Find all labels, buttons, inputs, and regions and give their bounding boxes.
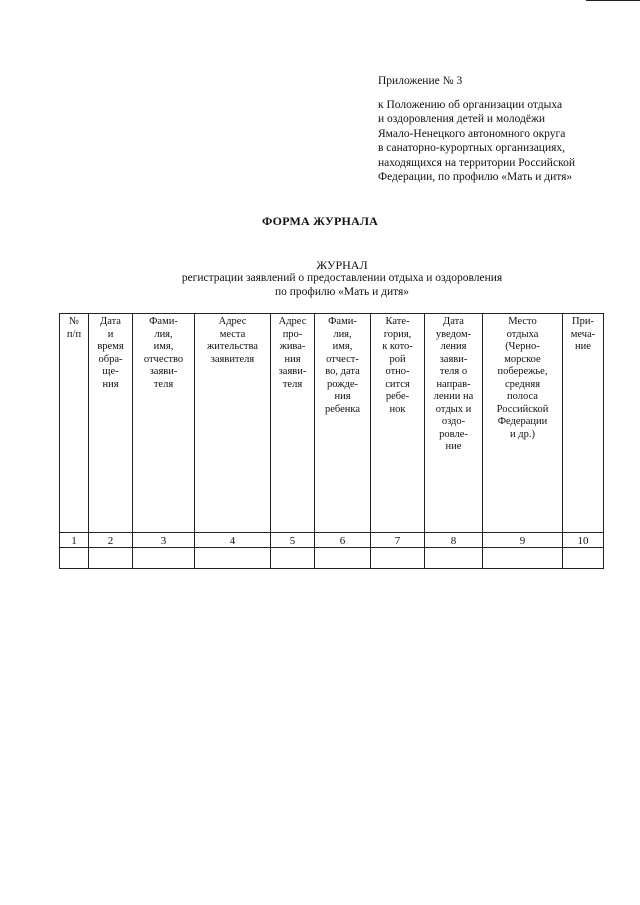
- header-cell: [195, 314, 271, 533]
- annex-line: находящихся на территории Российской: [378, 156, 575, 169]
- column-number: 10: [563, 533, 604, 548]
- header-cell: [60, 314, 89, 533]
- header-cell: [563, 314, 604, 533]
- journal-subtitle: [0, 272, 640, 299]
- header-text: Фами- лия, имя, отчество заяви- теля: [143, 316, 184, 390]
- header-text: Дата уведом- ления заяви- теля о направ- лении на отдых и оздо- ровле- ние: [433, 316, 474, 452]
- empty-cell: [89, 548, 133, 569]
- empty-cell: [60, 548, 89, 569]
- annex-block: [378, 74, 618, 185]
- empty-cell: [271, 548, 315, 569]
- annex-number: Приложение № 3: [378, 75, 463, 87]
- form-title: ФОРМА ЖУРНАЛА: [262, 214, 378, 228]
- header-row: [60, 314, 604, 533]
- top-edge-line: [586, 0, 640, 1]
- header-text: Место отдыха (Черно- морское побережье, средняя полоса Российской Федерации и др.): [496, 316, 549, 440]
- column-number: 8: [425, 533, 483, 548]
- empty-cell: [315, 548, 371, 569]
- header-cell: [133, 314, 195, 533]
- journal-title: ЖУРНАЛ: [316, 258, 368, 272]
- header-text: Кате- гория, к кото- рой отно- сится ребе- нок: [382, 316, 413, 415]
- annex-line: и оздоровления детей и молодёжи: [378, 113, 546, 125]
- empty-cell: [133, 548, 195, 569]
- annex-line: к Положению об организации отдыха: [378, 98, 563, 111]
- empty-entry-row: [60, 548, 604, 569]
- header-cell: [315, 314, 371, 533]
- header-text: При- меча- ние: [570, 316, 596, 352]
- column-number: 3: [133, 533, 195, 548]
- empty-cell: [195, 548, 271, 569]
- header-text: Фами- лия, имя, отчест- во, дата рожде- ния ребенка: [325, 316, 360, 415]
- column-number: 4: [195, 533, 271, 548]
- empty-cell: [483, 548, 563, 569]
- column-number: 1: [60, 533, 89, 548]
- empty-cell: [425, 548, 483, 569]
- annex-line: Федерации, по профилю «Мать и дитя»: [378, 171, 573, 183]
- column-number: 6: [315, 533, 371, 548]
- annex-line: Ямало-Ненецкого автономного округа: [378, 127, 566, 140]
- column-number: 5: [271, 533, 315, 548]
- column-number: 2: [89, 533, 133, 548]
- header-cell: [271, 314, 315, 533]
- header-text: Адрес места жительства заявителя: [207, 316, 258, 365]
- header-cell: [483, 314, 563, 533]
- header-cell: [371, 314, 425, 533]
- annex-line: в санаторно-курортных организациях,: [378, 142, 566, 154]
- journal-subtitle-line-1: регистрации заявлений о предоставлении отдыха и оздоровления: [181, 272, 503, 284]
- column-number: 7: [371, 533, 425, 548]
- column-number: 9: [483, 533, 563, 548]
- header-cell: [425, 314, 483, 533]
- empty-cell: [371, 548, 425, 569]
- header-text: Адрес про- жива- ния заяви- теля: [278, 316, 307, 390]
- journal-table: [59, 313, 604, 569]
- column-number-row: [60, 533, 604, 548]
- empty-cell: [563, 548, 604, 569]
- journal-subtitle-line-2: по профилю «Мать и дитя»: [274, 285, 410, 298]
- header-cell: [89, 314, 133, 533]
- header-text: № п/п: [66, 316, 82, 340]
- header-text: Дата и время обра- ще- ния: [97, 316, 124, 390]
